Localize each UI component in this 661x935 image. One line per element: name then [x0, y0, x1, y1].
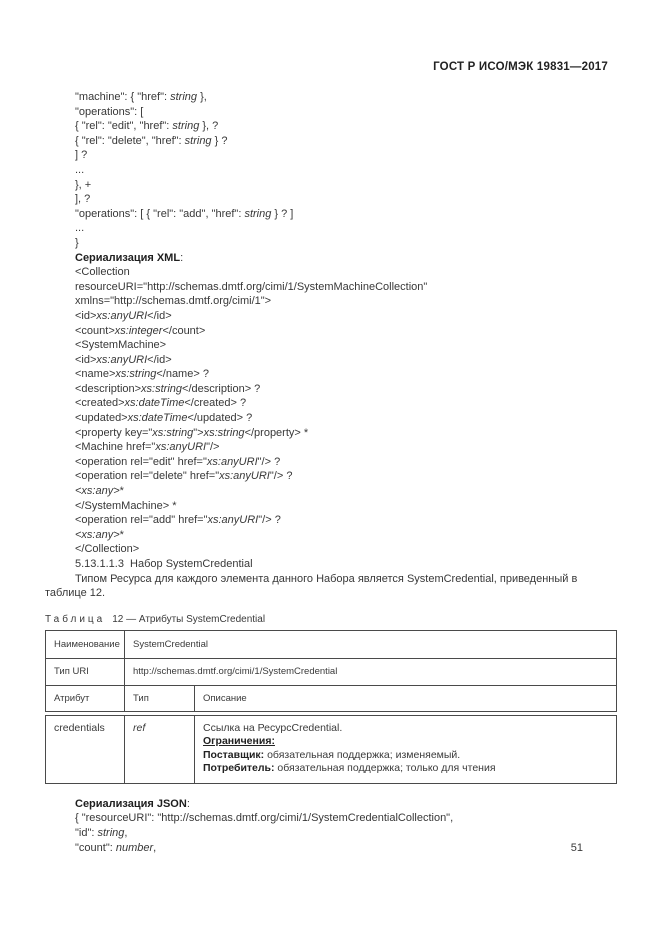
page-number: 51: [570, 842, 583, 854]
table-col-header-type: Тип: [125, 686, 195, 711]
table-row-name: [46, 631, 616, 658]
code-line: { "rel": "delete", "href": string } ?: [75, 134, 228, 147]
table-col-header-description: Описание: [203, 692, 247, 704]
table-cell-name-label: Наименование: [46, 631, 125, 658]
code-line: xmlns="http://schemas.dmtf.org/cimi/1">: [75, 295, 272, 308]
code-line: ], ?: [75, 193, 91, 206]
code-line: "id": string,: [75, 826, 128, 839]
consumer-text: обязательная поддержка; только для чтения: [274, 762, 496, 775]
code-line: <xs:any>*: [75, 528, 124, 541]
code-line: <operation rel="delete" href="xs:anyURI"/> ?: [75, 470, 293, 483]
code-line: <count>xs:integer</count>: [75, 324, 206, 337]
json-serialization-heading: [45, 797, 617, 812]
provider-label: Поставщик:: [203, 748, 265, 761]
attributes-table-head: [45, 630, 617, 712]
provider-line: [203, 749, 608, 763]
code-line: ...: [75, 222, 85, 235]
code-line: }: [75, 236, 79, 249]
code-line: { "resourceURI": "http://schemas.dmtf.org/cimi/1/SystemCredentialCollection",: [75, 812, 454, 825]
code-line: <id>xs:anyURI</id>: [75, 353, 172, 366]
code-line: { "rel": "edit", "href": string }, ?: [75, 120, 219, 133]
table-cell-uri-value: http://schemas.dmtf.org/cimi/1/SystemCredential: [133, 666, 338, 678]
code-line: </SystemMachine> *: [75, 499, 177, 512]
xml-serialization-code-block: [45, 265, 617, 557]
code-line: <Collection: [75, 266, 130, 279]
table-caption: [45, 613, 617, 627]
json-serialization-heading-text: Сериализация JSON: [75, 797, 187, 810]
json-serialization-heading-colon: :: [186, 797, 190, 810]
code-line: ] ?: [75, 149, 88, 162]
code-line: <updated>xs:dateTime</updated> ?: [75, 412, 253, 425]
json-collection-code-block: [45, 90, 617, 251]
provider-text: обязательная поддержка; изменяемый.: [264, 748, 461, 761]
code-line: resourceURI="http://schemas.dmtf.org/cimi/1/SystemMachineCollection": [75, 280, 428, 293]
code-line: <operation rel="edit" href="xs:anyURI"/> ?: [75, 455, 281, 468]
table-caption-word: Таблица: [45, 613, 106, 625]
json-credential-code-block: [45, 811, 617, 855]
code-line: "operations": [ { "rel": "add", "href": string } ? ]: [75, 207, 294, 220]
description-line: Ссылка на РесурсCredential.: [203, 721, 343, 734]
attributes-table: [45, 630, 617, 784]
table-cell-uri-label: Тип URI: [46, 659, 125, 685]
code-line: </Collection>: [75, 543, 140, 556]
intro-paragraph: Типом Ресурса для каждого элемента данного Набора является SystemCredential, приведенный в таблице 12.: [45, 572, 578, 600]
table-col-header-attribute: Атрибут: [46, 686, 125, 711]
code-line: <name>xs:string</name> ?: [75, 368, 209, 381]
constraints-label: Ограничения:: [203, 735, 275, 748]
code-line: <Machine href="xs:anyURI"/>: [75, 441, 220, 454]
consumer-label: Потребитель:: [203, 762, 275, 775]
code-line: <operation rel="add" href="xs:anyURI"/> ?: [75, 514, 281, 527]
xml-serialization-heading: [45, 251, 617, 266]
code-line: <SystemMachine>: [75, 339, 167, 352]
code-line: ...: [75, 163, 85, 176]
attributes-table-body: [45, 715, 617, 784]
table-cell-type: ref: [125, 716, 195, 783]
table-row-uri: [46, 658, 616, 685]
code-line: <id>xs:anyURI</id>: [75, 309, 172, 322]
table-row-credentials: [46, 716, 616, 783]
code-line: "operations": [: [75, 105, 144, 118]
consumer-line: [203, 762, 608, 776]
table-cell-name-value: SystemCredential: [133, 638, 208, 650]
table-cell-attribute: credentials: [46, 716, 125, 783]
code-line: "count": number,: [75, 841, 157, 854]
code-line: <created>xs:dateTime</created> ?: [75, 397, 247, 410]
xml-serialization-heading-colon: :: [180, 251, 184, 264]
code-line: }, +: [75, 178, 92, 191]
table-caption-text: 12 — Атрибуты SystemCredential: [112, 613, 266, 625]
code-line: "machine": { "href": string },: [75, 91, 207, 103]
table-row-column-headers: [46, 685, 616, 711]
code-line: <xs:any>*: [75, 485, 124, 498]
table-cell-description: [195, 716, 616, 783]
subsection-heading: 5.13.1.1.3 Набор SystemCredential: [75, 558, 253, 570]
page-content: [45, 90, 617, 855]
xml-serialization-heading-text: Сериализация XML: [75, 251, 181, 264]
document-header: ГОСТ Р ИСО/МЭК 19831—2017: [433, 61, 608, 73]
code-line: <property key="xs:string">xs:string</property> *: [75, 426, 309, 439]
code-line: <description>xs:string</description> ?: [75, 382, 261, 395]
